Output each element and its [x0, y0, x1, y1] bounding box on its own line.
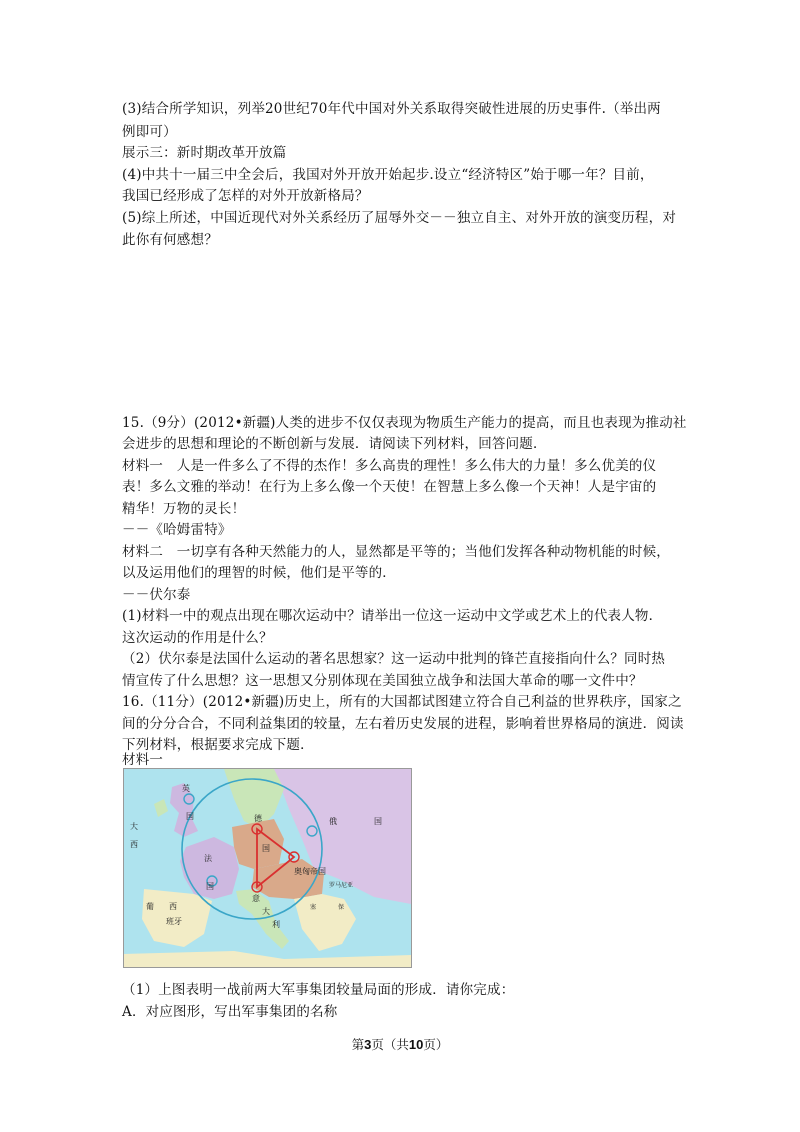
text-line: (5)综上所述，中国近现代对外关系经历了屈辱外交－－独立自主、对外开放的演变历程，对	[122, 210, 677, 226]
map-label: 德	[254, 814, 262, 823]
text-line: 我国已经形成了怎样的对外开放新格局？	[122, 188, 369, 204]
footer-suffix: 页）	[423, 1037, 449, 1052]
map-label: 国	[374, 817, 382, 826]
map-label: 西	[130, 840, 138, 849]
text-line: 这次运动的作用是什么？	[122, 630, 273, 646]
map-label: 西	[169, 902, 177, 911]
sub-question-1-map: （1）上图表明一战前两大军事集团较量局面的形成．请你完成：	[122, 982, 515, 998]
map-label: 罗马尼亚	[329, 882, 354, 889]
text-line: 以及运用他们的理智的时候，他们是平等的．	[122, 565, 396, 581]
europe-map-figure	[123, 768, 412, 968]
source-line: －－《哈姆雷特》	[122, 522, 232, 538]
map-label: 塞	[310, 904, 317, 911]
material-one: 材料一 人是一件多么了不得的杰作！多么高贵的理性！多么伟大的力量！多么优美的仪	[122, 458, 657, 474]
material-one-label: 材料一	[122, 752, 164, 768]
map-label: 俄	[329, 817, 337, 826]
text-line: 精华！万物的灵长！	[122, 501, 246, 517]
text-line: 此你有何感想？	[122, 232, 218, 248]
map-label: 利	[272, 920, 280, 929]
map-label: 奥匈帝国	[294, 867, 326, 876]
text-line: (3)结合所学知识，列举20世纪70年代中国对外关系取得突破性进展的历史事件.（举出两	[122, 101, 661, 117]
map-label: 国	[186, 812, 194, 821]
question-15: 15.（9分）(2012•新疆)人类的进步不仅仅表现为物质生产能力的提高，而且也表现为推动社	[122, 415, 687, 431]
map-label: 大	[130, 822, 138, 831]
page-total: 10	[408, 1037, 424, 1052]
map-label: 班牙	[166, 917, 182, 926]
page-number: 3	[364, 1037, 372, 1052]
section-heading: 展示三：新时期改革开放篇	[122, 145, 287, 161]
footer-mid: 页（共	[371, 1037, 409, 1052]
map-label: 法	[204, 854, 212, 863]
map-label: 意	[252, 894, 260, 903]
text-line: A．对应图形，写出军事集团的名称	[122, 1004, 338, 1020]
text-line: 下列材料，根据要求完成下题．	[122, 737, 314, 753]
map-label: 葡	[146, 902, 154, 911]
map-label: 英	[182, 784, 190, 793]
text-line: 间的分分合合，不同利益集团的较量，左右着历史发展的进程，影响着世界格局的演进．阅读	[122, 716, 684, 732]
footer-prefix: 第	[351, 1037, 365, 1052]
source-line: －－伏尔泰	[122, 587, 191, 603]
map-label: 国	[206, 882, 214, 891]
text-line: 会进步的思想和理论的不断创新与发展．请阅读下列材料，回答问题．	[122, 436, 547, 452]
question-16: 16.（11分）(2012•新疆)历史上，所有的大国都试图建立符合自己利益的世界秩序，国家之	[122, 694, 682, 710]
material-two: 材料二 一切享有各种天然能力的人，显然都是平等的；当他们发挥各种动物机能的时候，	[122, 544, 670, 560]
page-footer	[0, 1035, 800, 1053]
text-line: 例即可）	[122, 124, 177, 140]
map-label: 大	[262, 907, 270, 916]
sub-question-2: （2）伏尔泰是法国什么运动的著名思想家？这一运动中批判的锋芒直接指向什么？同时热	[122, 651, 666, 667]
text-line: 表！多么文雅的举动！在行为上多么像一个天使！在智慧上多么像一个天神！人是宇宙的	[122, 479, 657, 495]
map-label: 国	[262, 844, 270, 853]
text-line: 情宣传了什么思想？这一思想又分别体现在美国独立战争和法国大革命的哪一文件中？	[122, 673, 643, 689]
map-label: 保	[338, 904, 345, 911]
text-line: (4)中共十一届三中全会后，我国对外开放开始起步.设立“经济特区”始于哪一年？目前，	[122, 167, 654, 183]
sub-question-1: (1)材料一中的观点出现在哪次运动中？请举出一位这一运动中文学或艺术上的代表人物．	[122, 608, 663, 624]
